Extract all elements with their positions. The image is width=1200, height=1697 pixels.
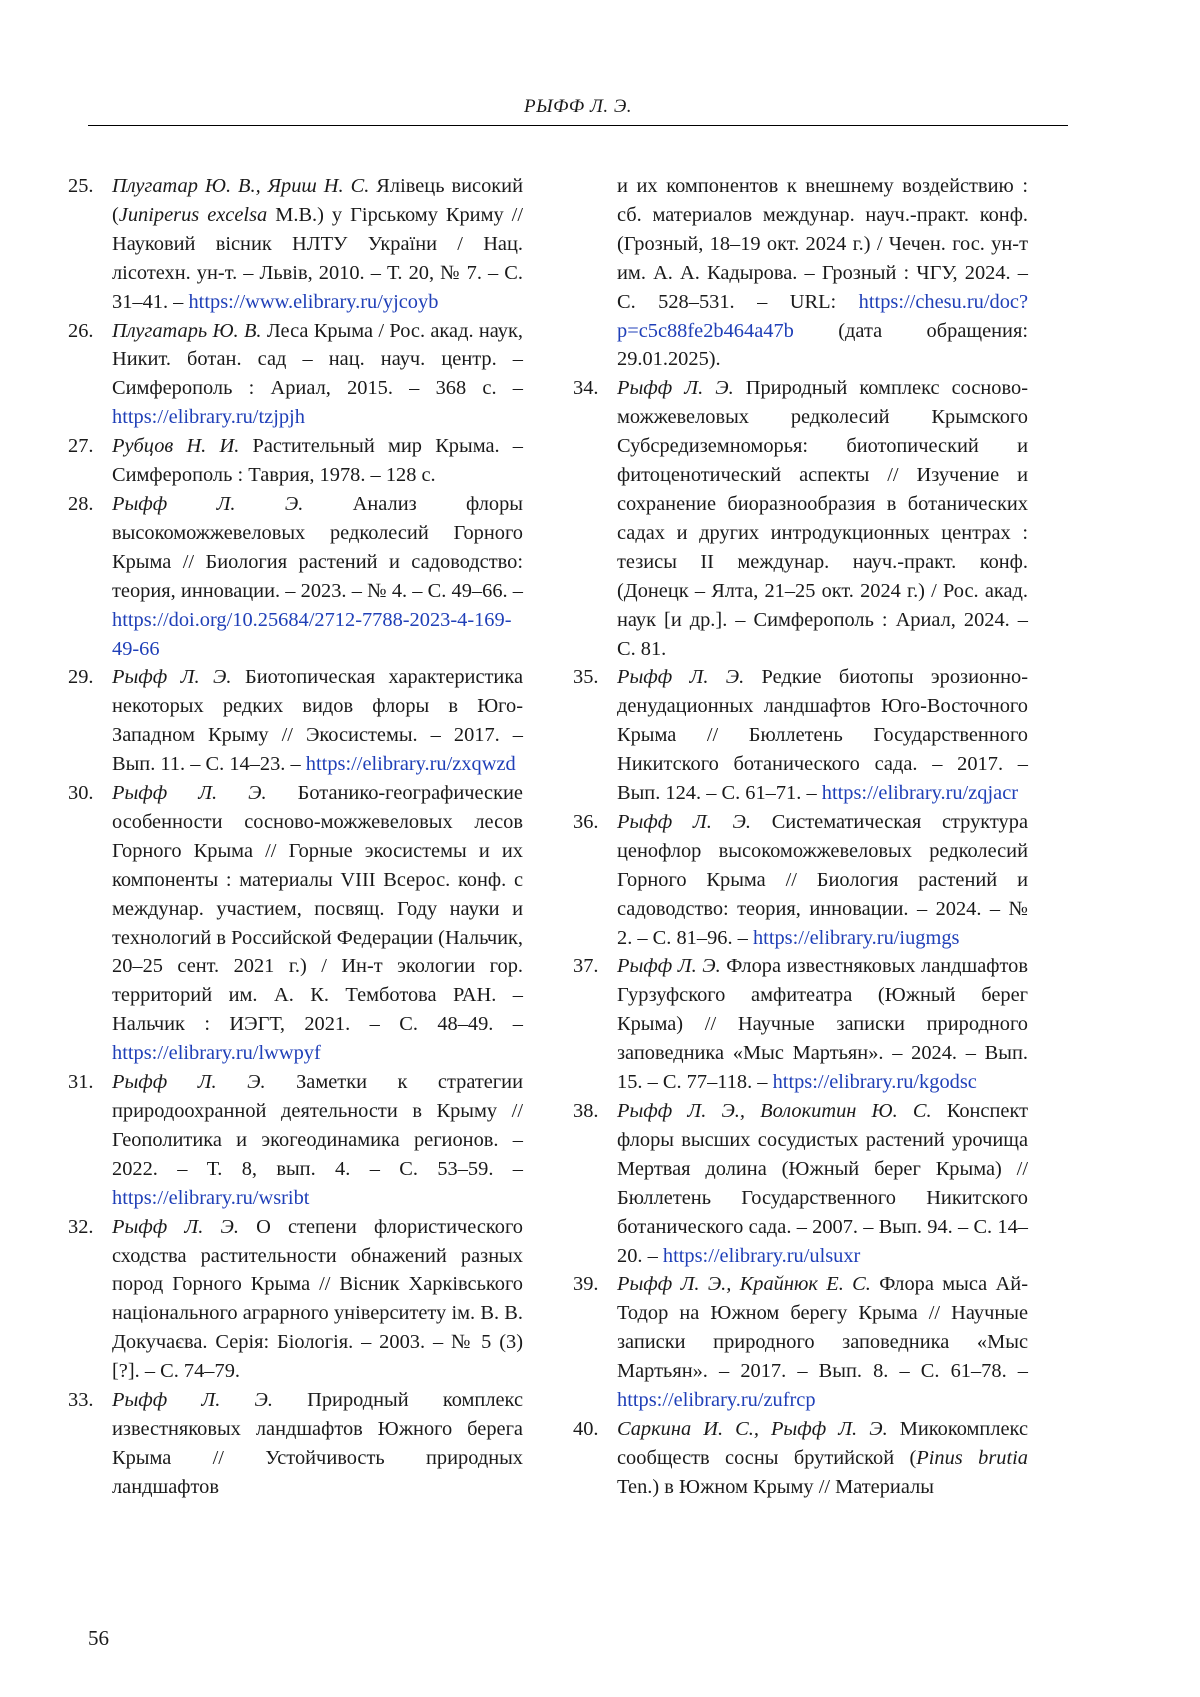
reference-authors: Рыфф Л. Э.: [112, 492, 304, 515]
reference-item: [573, 172, 1028, 374]
reference-text: Систематическая структура ценофлор высокоможжевеловых редколесий Горного Крыма // Биология растений и садоводство: теория, инновации. – 2024. – № 2. – С. 81–96. –: [617, 810, 1028, 949]
reference-authors: Рубцов Н. И.: [112, 435, 240, 458]
reference-item: [573, 374, 1028, 663]
reference-number: 32.: [68, 1215, 94, 1238]
reference-authors: Рыфф Л. Э.: [112, 1215, 239, 1238]
reference-number: 35.: [573, 666, 599, 689]
reference-authors: Рыфф Л. Э.: [617, 955, 721, 978]
reference-text: Ten.) в Южном Крыму // Материалы: [617, 1475, 934, 1498]
reference-link[interactable]: https://elibrary.ru/zqjacr: [821, 782, 1019, 805]
reference-number: 33.: [68, 1389, 94, 1412]
reference-text: Конспект флоры высших сосудистых растений урочища Мертвая долина (Южный берег Крыма) // Бюллетень Государственного Никитского ботанического сада. – 2007. – Вып. 94. – С. 14–20. –: [617, 1100, 1028, 1267]
reference-number: 25.: [68, 175, 94, 197]
reference-item: [573, 952, 1028, 1097]
reference-text: Флора мыса Ай-Тодор на Южном берегу Крыма // Научные записки природного заповедника «Мыс Мартьян». – 2017. – Вып. 8. – С. 61–78. –: [617, 1273, 1028, 1383]
reference-text: Растительный мир Крыма. – Симферополь : Таврия, 1978. – 128 с.: [112, 435, 524, 487]
reference-text: (дата обращения: 29.01.2025).: [617, 319, 1028, 371]
reference-item: [68, 1386, 523, 1502]
reference-link[interactable]: https://www.elibrary.ru/yjcoyb: [188, 290, 439, 313]
reference-text: О степени флористического сходства растительности обнажений разных пород Горного Крыма // Вісник Харківського національного аграрного університету ім. В. В. Докучаєва. Серія: Біологія. – 2003. – № 5 (3)[?]. – С. 74–79.: [112, 1215, 523, 1383]
reference-authors: Плугатар Ю. В., Яриш Н. С.: [112, 175, 370, 197]
reference-link[interactable]: https://elibrary.ru/tzjpjh: [112, 406, 305, 429]
reference-authors: Рыфф Л. Э.: [617, 666, 745, 689]
reference-text: Заметки к стратегии природоохранной деятельности в Крыму // Геополитика и экогеодинамика регионов. – 2022. – Т. 8, вып. 4. – С. 53–59. –: [112, 1071, 523, 1180]
reference-link[interactable]: https://elibrary.ru/wsribt: [112, 1186, 310, 1209]
reference-number: 38.: [573, 1100, 599, 1122]
reference-item: [573, 663, 1028, 808]
reference-number: 26.: [68, 319, 94, 342]
reference-item: [68, 779, 523, 1068]
reference-link[interactable]: https://elibrary.ru/ulsuxr: [662, 1244, 861, 1267]
reference-link[interactable]: https://chesu.ru/doc?p=c5c88fe2b464a47b: [617, 290, 1028, 342]
reference-item: [573, 1415, 1028, 1502]
reference-number: 31.: [68, 1071, 94, 1094]
reference-authors: Рыфф Л. Э.: [112, 666, 232, 689]
reference-authors: Рыфф Л. Э.: [112, 1389, 273, 1412]
reference-link[interactable]: https://elibrary.ru/iugmgs: [752, 926, 960, 949]
reference-text: Анализ флоры высокоможжевеловых редколесий Горного Крыма // Биология растений и садоводство: теория, инновации. – 2023. – № 4. – С. 49–66. –: [112, 492, 523, 602]
reference-item: [573, 1270, 1028, 1415]
reference-text: и их компонентов к внешнему воздействию : сб. материалов междунар. науч.-практ. конф. (Грозный, 18–19 окт. 2024 г.) / Чечен. гос. ун-т им. А. А. Кадырова. – Грозный : ЧГУ, 2024. – С. 528–531. – URL:: [617, 175, 1028, 313]
reference-item: [68, 1068, 523, 1213]
reference-text: Природный комплекс сосново-можжевеловых редколесий Крымского Субсредиземноморья: биотопический и фитоценотический аспекты // Изучение и сохранение биоразнообразия в ботанических садах и других интродукционных центрах : тезисы II междунар. науч.-практ. конф. (Донецк – Ялта, 21–25 окт. 2024 г.) / Рос. акад. наук [и др.]. – Симферополь : Ариал, 2024. – С. 81.: [617, 377, 1028, 660]
reference-authors: Рыфф Л. Э., Крайнюк Е. С.: [617, 1273, 871, 1296]
reference-item: [68, 663, 523, 779]
reference-text: Природный комплекс известняковых ландшафтов Южного берега Крыма // Устойчивость природных ландшафтов: [112, 1389, 523, 1498]
reference-item: [68, 1213, 523, 1386]
reference-authors: Рыфф Л. Э., Волокитин Ю. С.: [617, 1100, 932, 1122]
reference-authors: Рыфф Л. Э.: [617, 377, 734, 400]
running-header: РЫФФ Л. Э.: [523, 96, 633, 117]
reference-authors: Рыфф Л. Э.: [617, 810, 751, 833]
right-column: [573, 172, 1028, 1502]
reference-text: M.B.) у Гірському Криму // Науковий вісник НЛТУ України / Нац. лісотехн. ун-т. – Львів, 2010. – Т. 20, № 7. – С. 31–41. –: [112, 203, 524, 313]
reference-item: [573, 1097, 1028, 1270]
reference-authors: Рыфф Л. Э.: [112, 782, 267, 805]
reference-text: Биотопическая характеристика некоторых редких видов флоры в Юго-Западном Крыму // Экосистемы. – 2017. – Вып. 11. – С. 14–23. –: [112, 666, 523, 776]
reference-authors: Саркина И. С., Рыфф Л. Э.: [617, 1417, 888, 1440]
reference-item: [68, 432, 523, 490]
left-column: [68, 172, 523, 1502]
reference-number: 28.: [68, 492, 94, 515]
latin-name: Pinus brutia: [916, 1446, 1028, 1469]
reference-link[interactable]: https://elibrary.ru/zufrcp: [617, 1389, 816, 1412]
reference-text: Микокомплекс сообществ сосны брутийской (: [617, 1417, 1029, 1469]
reference-number: 36.: [573, 810, 599, 833]
reference-item: [68, 172, 523, 317]
reference-text: Редкие биотопы эрозионно-денудационных ландшафтов Юго-Восточного Крыма // Бюллетень Государственного Никитского ботанического сада. – 2017. – Вып. 124. – С. 61–71. –: [617, 666, 1028, 805]
reference-authors: Рыфф Л. Э.: [112, 1071, 266, 1094]
header-rule: [88, 125, 1068, 126]
reference-text: Флора известняковых ландшафтов Гурзуфского амфитеатра (Южный берег Крыма) // Научные записки природного заповедника «Мыс Мартьян». – 2024. – Вып. 15. – С. 77–118. –: [617, 955, 1028, 1094]
reference-text: Ялівець високий (: [112, 175, 523, 226]
reference-number: 34.: [573, 377, 599, 400]
reference-link[interactable]: https://elibrary.ru/zxqwzd: [305, 753, 516, 776]
reference-authors: Плугатарь Ю. В.: [112, 319, 262, 342]
reference-number: 30.: [68, 782, 94, 805]
reference-item: [68, 490, 523, 663]
reference-number: 40.: [573, 1417, 599, 1440]
reference-link[interactable]: https://elibrary.ru/lwwpyf: [112, 1042, 321, 1065]
latin-name: Juniperus excelsa: [118, 203, 268, 226]
reference-link[interactable]: https://doi.org/10.25684/2712-7788-2023-4-169-49-66: [112, 608, 512, 660]
page-number: 56: [88, 1626, 109, 1650]
reference-number: 37.: [573, 955, 599, 978]
reference-item: [68, 317, 523, 433]
reference-text: Леса Крыма / Рос. акад. наук, Никит. ботан. сад – нац. науч. центр. – Симферополь : Ариал, 2015. – 368 с. –: [112, 319, 523, 400]
reference-link[interactable]: https://elibrary.ru/kgodsc: [772, 1071, 977, 1094]
reference-number: 29.: [68, 666, 94, 689]
reference-number: 27.: [68, 435, 94, 458]
reference-text: Ботанико-географические особенности сосново-можжевеловых лесов Горного Крыма // Горные экосистемы и их компоненты : материалы VIII Всерос. конф. с междунар. участием, посвящ. Году науки и технологий в Российской Федерации (Нальчик, 20–25 сент. 2021 г.) / Ин-т экологии гор. территорий им. А. К. Темботова РАН. – Нальчик : ИЭГТ, 2021. – С. 48–49. –: [112, 782, 523, 1036]
reference-item: [573, 808, 1028, 953]
reference-number: 39.: [573, 1273, 599, 1296]
